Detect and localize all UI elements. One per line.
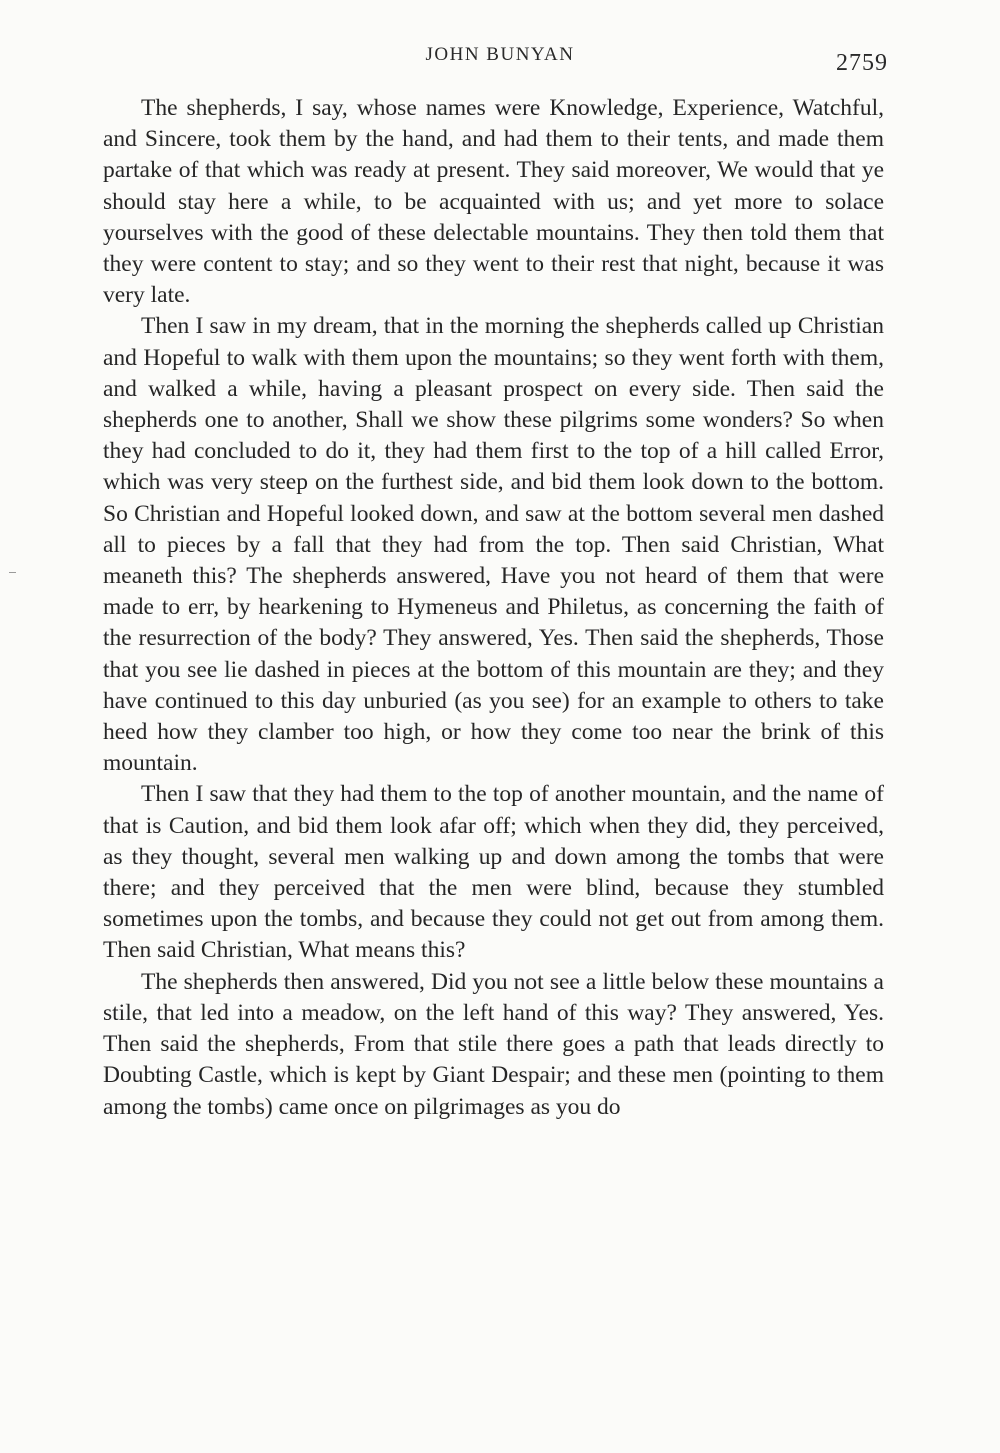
margin-mark bbox=[9, 572, 16, 573]
body-text bbox=[103, 93, 884, 1123]
paragraph-4: The shepherds then answered, Did you not see a little below these mountains a stile, that led into a meadow, on the left hand of this way? They answered, Yes. Then said the shepherds, From that stile there goes a path that leads directly to Doubting Castle, which is kept by Giant Despair; and these men (pointing to them among the tombs) came once on pilgrimages as you do bbox=[103, 968, 884, 1120]
paragraph-1: The shepherds, I say, whose names were Knowledge, Experience, Watchful, and Sincere, took them by the hand, and had them to their tents, and made them partake of that which was ready at present. They said moreover, We would that ye should stay here a while, to be acquainted with us; and yet more to solace yourselves with the good of these delectable mountains. They then told them that they were content to stay; and so they went to their rest that night, because it was very late. bbox=[103, 95, 884, 309]
paragraph-3: Then I saw that they had them to the top of another mountain, and the name of that is Caution, and bid them look afar off; which when they did, they perceived, as they thought, several men walking up and down among the tombs that were there; and they perceived that the men were blind, because they stumbled sometimes upon the tombs, and because they could not get out from among them. Then said Christian, What means this? bbox=[103, 781, 884, 964]
running-head: JOHN BUNYAN bbox=[425, 44, 575, 65]
page-number: 2759 bbox=[836, 50, 888, 76]
paragraph-2: Then I saw in my dream, that in the morning the shepherds called up Christian and Hopeful to walk with them upon the mountains; so they went forth with them, and walked a while, having a pleasant prospect on every side. Then said the shepherds one to another, Shall we show these pilgrims some wonders? So when they had concluded to do it, they had them first to the top of a hill called Error, which was very steep on the furthest side, and bid them look down to the bottom. So Christian and Hopeful looked down, and saw at the bottom several men dashed all to pieces by a fall that they had from the top. Then said Christian, What meaneth this? The shepherds answered, Have you not heard of them that were made to err, by hearkening to Hymeneus and Philetus, as concerning the faith of the resurrection of the body? They answered, Yes. Then said the shepherds, Those that you see lie dashed in pieces at the bottom of this mountain are they; and they have continued to this day unburied (as you see) for an example to others to take heed how they clamber too high, or how they come too near the brink of this mountain. bbox=[103, 313, 884, 777]
